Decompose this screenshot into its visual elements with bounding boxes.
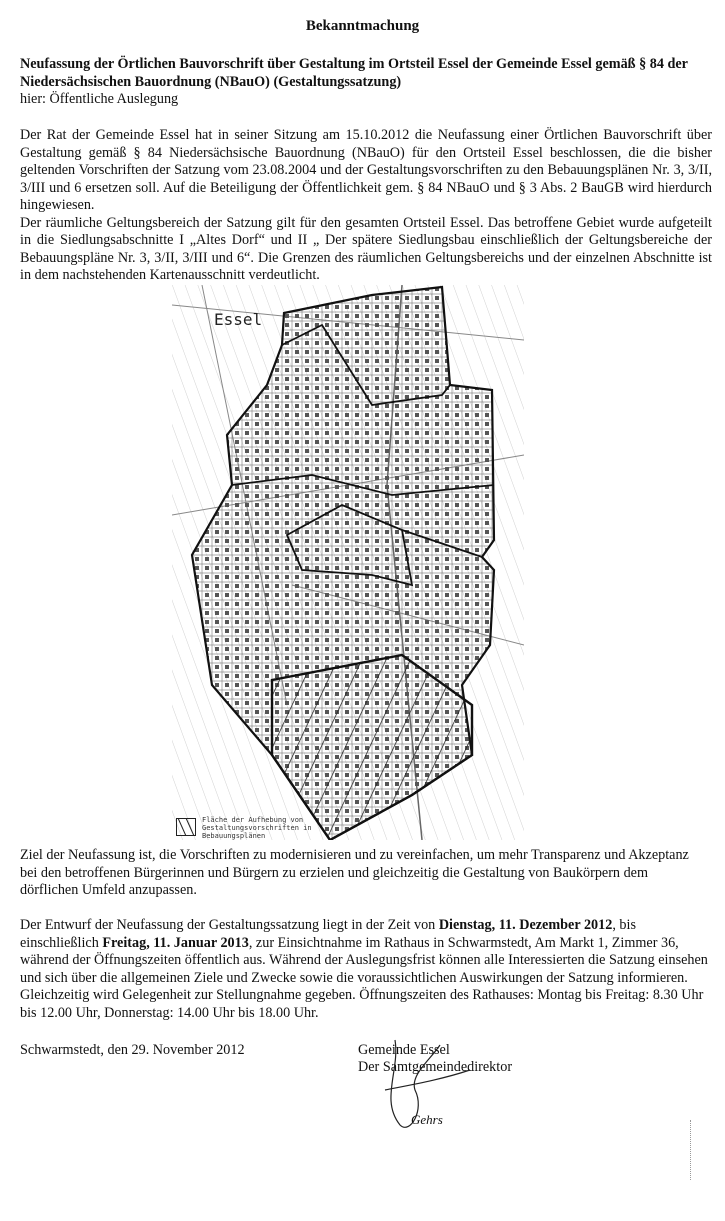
paragraph1-text: Der Rat der Gemeinde Essel hat in seiner Sitzung am 15.10.2012 die Neufassung einer Örtlichen Bauvorschrift über Gestaltung gemäß § 84 Niedersächsische Bauordnung (NBauO) für den Ortsteil Essel beschlossen, die die bisher geltenden Vorschriften der Satzung vom 23.08.2004 und der Gestaltungsvorschriften zu den Bebauungsplänen Nr. 3, 3/II, 3/III und 6 ersetzen soll. Auf die Beteiligung der Öffentlichkeit gem. § 84 NBauO und § 3 Abs. 2 BauGB wird hierdurch hingewiesen. [20,127,712,213]
map-place-label: Essel [214,310,263,329]
signature-name: Gehrs [411,1112,443,1127]
paragraph-display-period [20,917,712,1022]
signature-line-2: Der Samtgemeindedirektor [358,1059,513,1075]
notice-hier-line: hier: Öffentliche Auslegung [20,91,179,107]
map-drawing [172,285,524,840]
place-date: Schwarmstedt, den 29. November 2012 [20,1042,245,1058]
p3-part1: Der Entwurf der Neufassung der Gestaltungssatzung liegt in der Zeit von [20,917,439,933]
notice-title: Bekanntmachung [305,18,420,34]
paragraph2-text: Der räumliche Geltungsbereich der Satzung gilt für den gesamten Ortsteil Essel. Das betroffene Gebiet wurde aufgeteilt in die Siedlungsabschnitte I „Altes Dorf“ und II „ Der spätere Siedlungsbau einschließlich der Geltungsbereiche der Bebauungspläne Nr. 3, 3/II, 3/III und 6“. Die Grenzen des räumlichen Geltungsbereichs und der einzelnen Abschnitte ist in dem nachstehenden Kartenausschnitt verdeutlicht. [20,214,712,283]
p3-date-end: Freitag, 11. Januar 2013 [102,934,249,951]
paragraph-council-decision [20,127,712,285]
legend-hatch-icon [176,818,196,836]
p3-part2: , bis einschließlich [20,917,636,951]
map-excerpt [172,285,524,840]
map-legend [176,816,366,850]
p3-date-start: Dienstag, 11. Dezember 2012 [438,917,613,933]
p3-part3: , zur Einsichtnahme im Rathaus in Schwarmstedt, Am Markt 1, Zimmer 36, während der Öffnungszeiten öffentlich aus. Während der Auslegungsfrist können alle Interessierten die Satzung einsehen und sich über die allgemeinen Ziele und Zwecke sowie die voraussichtlichen Auswirkungen der Satzung informieren. Gleichzeitig wird Gelegenheit zur Stellungnahme gegeben. Öffnungszeiten des Rathauses: Montag bis Freitag: 8.30 Uhr bis 12.00 Uhr, Donnerstag: 14.00 Uhr bis 18.00 Uhr. [20,934,708,1021]
signature-line-1: Gemeinde Essel [358,1042,450,1058]
paragraph-goal: Ziel der Neufassung ist, die Vorschriften zu modernisieren und zu vereinfachen, um mehr Transparenz und Akzeptanz bei den betroffenen Bürgerinnen und Bürgern zu erzielen und gleichzeitig die Gestaltung von Baukörpern dem dörflichen Umfeld anzupassen. [20,847,689,898]
scan-artifact [690,1120,695,1180]
legend-text: Fläche der Aufhebung von Gestaltungsvorschriften in Bebauungsplänen [202,816,312,840]
notice-subject: Neufassung der Örtlichen Bauvorschrift über Gestaltung im Ortsteil Essel der Gemeinde Essel gemäß § 84 der Niedersächsischen Bauordnung (NBauO) (Gestaltungssatzung) [20,56,688,90]
